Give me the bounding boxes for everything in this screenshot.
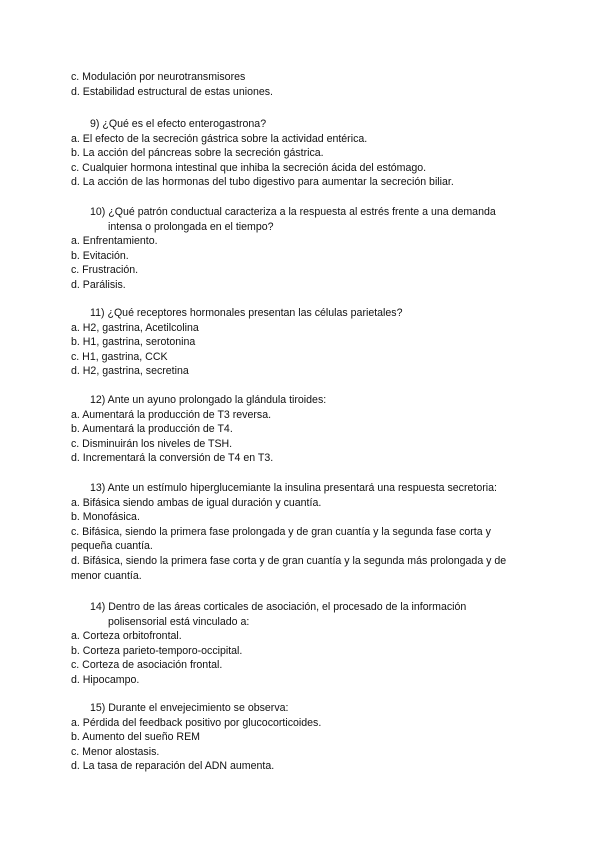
question-13 — [71, 481, 523, 583]
option-c: c. Corteza de asociación frontal. — [71, 659, 223, 672]
option-d: d. La tasa de reparación del ADN aumenta. — [71, 760, 275, 773]
option-b: b. Evitación. — [71, 249, 129, 262]
option-b: b. Corteza parieto-temporo-occipital. — [71, 644, 243, 657]
previous-question-options — [71, 70, 521, 99]
option-d: d. Parálisis. — [71, 278, 126, 291]
question-15 — [71, 701, 521, 774]
option-d: d. Hipocampo. — [71, 673, 140, 686]
option-d: d. Bifásica, siendo la primera fase corta y de gran cuantía y la segunda más prolongada y de menor cuantía. — [71, 554, 507, 582]
option-b: b. Monofásica. — [71, 511, 140, 524]
option-a: a. Enfrentamiento. — [71, 235, 158, 248]
question-14 — [71, 600, 521, 688]
option-d: d. H2, gastrina, secretina — [71, 365, 189, 378]
option-a: a. Aumentará la producción de T3 reversa. — [71, 408, 272, 421]
question-9 — [71, 117, 521, 190]
option-c: c. Modulación por neurotransmisores — [71, 71, 246, 83]
option-c: c. H1, gastrina, CCK — [71, 350, 168, 363]
question-11 — [71, 306, 521, 379]
option-c: c. Menor alostasis. — [71, 745, 160, 758]
option-b: b. H1, gastrina, serotonina — [71, 336, 196, 349]
question-text: 15) Durante el envejecimiento se observa: — [90, 702, 289, 714]
question-text: 10) ¿Qué patrón conductual caracteriza a la respuesta al estrés frente a una demanda intensa o prolongada en el tiempo? — [90, 206, 496, 233]
option-a: a. Bifásica siendo ambas de igual duración y cuantía. — [71, 496, 322, 509]
option-c: c. Bifásica, siendo la primera fase prolongada y de gran cuantía y la segunda fase corta y pequeña cuantía. — [71, 525, 491, 553]
question-text: 14) Dentro de las áreas corticales de asociación, el procesado de la información polisensorial está vinculado a: — [90, 601, 467, 628]
option-b: b. Aumento del sueño REM — [71, 731, 200, 744]
option-a: a. Corteza orbitofrontal. — [71, 630, 182, 643]
option-c: c. Frustración. — [71, 264, 139, 277]
question-text: 13) Ante un estímulo hiperglucemiante la insulina presentará una respuesta secretoria: — [90, 482, 497, 494]
option-d: d. Incrementará la conversión de T4 en T3. — [71, 452, 274, 465]
question-text: 12) Ante un ayuno prolongado la glándula tiroides: — [90, 394, 327, 406]
question-text: 9) ¿Qué es el efecto enterogastrona? — [90, 118, 267, 130]
option-a: a. El efecto de la secreción gástrica sobre la actividad entérica. — [71, 132, 368, 145]
option-b: b. La acción del páncreas sobre la secreción gástrica. — [71, 147, 324, 160]
option-d: d. Estabilidad estructural de estas uniones. — [71, 85, 273, 98]
option-c: c. Disminuirán los niveles de TSH. — [71, 437, 233, 450]
option-a: a. Pérdida del feedback positivo por glucocorticoides. — [71, 716, 322, 729]
option-c: c. Cualquier hormona intestinal que inhiba la secreción ácida del estómago. — [71, 161, 427, 174]
option-d: d. La acción de las hormonas del tubo digestivo para aumentar la secreción biliar. — [71, 176, 454, 189]
option-a: a. H2, gastrina, Acetilcolina — [71, 321, 199, 334]
question-text: 11) ¿Qué receptores hormonales presentan las células parietales? — [90, 307, 403, 319]
option-b: b. Aumentará la producción de T4. — [71, 423, 233, 436]
question-12 — [71, 393, 521, 466]
question-10 — [71, 205, 521, 293]
